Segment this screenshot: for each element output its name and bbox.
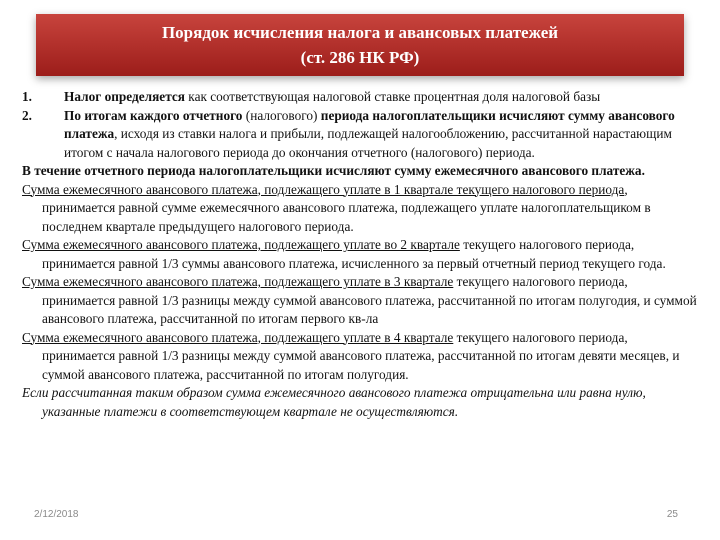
list-number: 2. bbox=[22, 107, 32, 123]
q2-text: текущего налогового периода, принимается равной 1/3 суммы авансового платежа, исчисленного за первый отчетный период текущего года. bbox=[42, 237, 666, 271]
q2-underlined: Сумма ежемесячного авансового платежа, подлежащего уплате во 2 квартале bbox=[22, 237, 460, 252]
q1-underlined: Сумма ежемесячного авансового платежа, подлежащего уплате в 1 квартале текущего налогового периода bbox=[22, 181, 625, 197]
q4-underlined: Сумма ежемесячного авансового платежа, подлежащего уплате в 4 квартале bbox=[22, 329, 454, 345]
item-1-text: как соответствующая налоговой ставке процентная доля налоговой базы bbox=[184, 89, 601, 104]
list-number: 1. bbox=[22, 89, 32, 104]
item-2-bold-2: периода налогоплательщики исчисляют сумму авансового платежа bbox=[64, 107, 675, 141]
q1-text: , принимается равной сумме ежемесячного авансового платежа, подлежащего уплате налогоплательщиком в последнем квартале предыдущего налогового периода. bbox=[42, 181, 651, 234]
page-number: 25 bbox=[666, 509, 678, 520]
italic-note: Если рассчитанная таким образом сумма ежемесячного авансового платежа отрицательна или равна нулю, указанные платежи в соответствующем квартале не осуществляются. bbox=[22, 385, 646, 419]
item-1-bold: Налог определяется bbox=[64, 89, 185, 104]
list-item-2 bbox=[22, 107, 702, 163]
q3-underlined: Сумма ежемесячного авансового платежа, подлежащего уплате в 3 квартале bbox=[22, 274, 454, 289]
q4-text: текущего налогового периода, принимается равной 1/3 разницы между суммой авансового платежа, рассчитанной по итогам девяти месяцев, и суммой авансового платежа, рассчитанной по итогам полугодия. bbox=[42, 329, 680, 382]
item-2-bold: По итогам каждого отчетного bbox=[64, 107, 243, 123]
list-item-1 bbox=[22, 88, 702, 107]
title-line-1: Порядок исчисления налога и авансовых платежей bbox=[161, 23, 559, 42]
monthly-payment-paragraph: В течение отчетного периода налогоплательщики исчисляют сумму ежемесячного авансового платежа. bbox=[22, 163, 645, 178]
slide-body bbox=[22, 88, 702, 421]
q3-text: текущего налогового периода, принимается равной 1/3 разницы между суммой авансового платежа, рассчитанной по итогам полугодия, и суммой авансового платежа, рассчитанной по итогам первого кв-ла bbox=[42, 274, 697, 326]
q2-paragraph bbox=[22, 236, 702, 273]
q4-paragraph bbox=[22, 329, 702, 385]
footer-date: 2/12/2018 bbox=[34, 509, 79, 520]
title-line-2: (ст. 286 НК РФ) bbox=[300, 48, 420, 67]
slide-title bbox=[36, 14, 684, 76]
item-2-mid: (налогового) bbox=[242, 107, 321, 123]
item-2-text: , исходя из ставки налога и прибыли, подлежащей налогообложению, рассчитанной нарастающим итогом с начала налогового периода до окончания отчетного (налогового) периода. bbox=[64, 126, 672, 160]
q3-paragraph bbox=[22, 273, 702, 329]
q1-paragraph bbox=[22, 181, 702, 237]
